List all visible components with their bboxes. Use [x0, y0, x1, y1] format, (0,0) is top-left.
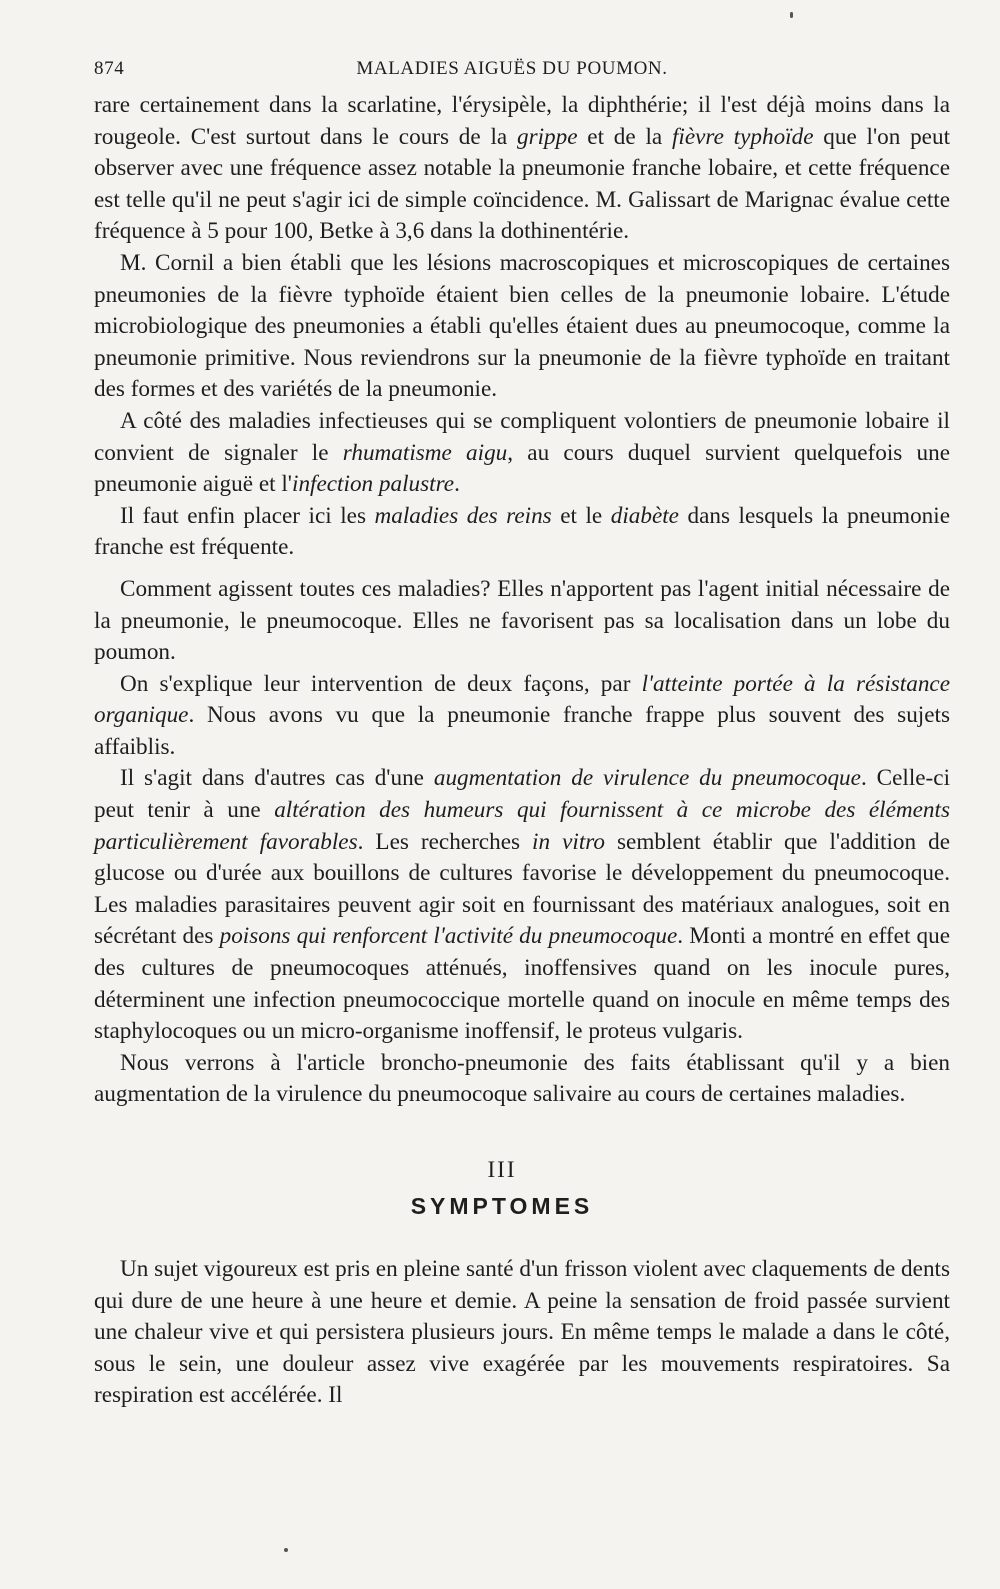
text-run: Un sujet vigoureux est pris en pleine santé d'un frisson violent avec claquements de dents qui dure de une heure à une heure et demie. A peine la sensation de froid passée survient une chaleur vive et qui persistera plusieurs jours. En même temps le malade a dans le côté, sous le sein, une douleur assez vive exagérée par les mouvements respiratoires. Sa respiration est accélérée. Il: [94, 1256, 950, 1409]
section-title: SYMPTOMES: [410, 1193, 594, 1219]
text-run: M. Cornil a bien établi que les lésions macroscopiques et microscopiques de certaines pneumonies de la fièvre typhoïde étaient bien celles de la pneumonie lobaire. L'étude microbiologique des pneumonies a établi qu'elles étaient dues au pneumocoque, comme la pneumonie primitive. Nous reviendrons sur la pneumonie de la fièvre typhoïde en traitant des formes et des variétés de la pneumonie.: [94, 249, 950, 403]
text-run: Comment agissent toutes ces maladies? Elles n'apportent pas l'agent initial nécessaire de la pneumonie, le pneumocoque. Elles ne favorisent pas sa localisation dans un lobe du poumon.: [94, 575, 950, 666]
page-header: [94, 58, 950, 80]
text-run: .: [454, 471, 460, 498]
paragraph-p7: [94, 763, 950, 1047]
paragraph-p3: [94, 406, 950, 501]
text-run: que l'on peut observer avec une fréquence assez notable la pneumonie franche lobaire, et cette fréquence est telle qu'il ne peut s'agir ici de simple coïncidence. M. Galissart de Marignac évalue cette fréquence à 5 pour 100, Betke à 3,6 dans la dothinentérie.: [94, 123, 951, 245]
italic-text: poisons qui renforcent l'activité du pneumocoque: [219, 923, 678, 950]
page-speck: [284, 1548, 288, 1552]
text-run: rare certainement dans la scarlatine, l'érysipèle, la diphthérie; il l'est déjà moins dans la rougeole. C'est surtout dans le cours de la: [94, 92, 950, 150]
paragraph-p6: [94, 669, 950, 764]
paragraph-p1: [94, 90, 950, 248]
text-run: , au cours duquel survient quelquefois une pneumonie aiguë et l': [94, 439, 950, 498]
italic-text: rhumatisme aigu: [342, 439, 508, 466]
paragraph-p2: [94, 248, 950, 406]
paragraph-p5: [94, 574, 950, 669]
page-number: 874: [94, 58, 125, 79]
body-text-after-section: [94, 1254, 950, 1412]
text-run: On s'explique leur intervention de deux façons, par: [120, 670, 642, 697]
section-number: III: [487, 1157, 517, 1182]
italic-text: infection palustre: [292, 471, 455, 498]
page-speck: [790, 12, 793, 18]
italic-text: augmentation de virulence du pneumocoque: [433, 765, 861, 792]
italic-text: altération des humeurs qui fournissent à ce microbe des éléments particulièrement favorables: [94, 797, 950, 855]
italic-text: in vitro: [532, 828, 606, 855]
italic-text: l'atteinte portée à la résistance organique: [94, 670, 950, 729]
text-run: Il faut enfin placer ici les: [120, 502, 375, 529]
text-run: et de la: [577, 123, 672, 150]
running-head: MALADIES AIGUËS DU POUMON.: [356, 58, 668, 79]
text-run: dans lesquels la pneumonie franche est fréquente.: [94, 502, 950, 561]
text-run: . Les recherches: [357, 828, 533, 855]
text-run: . Monti a montré en effet que des cultures de pneumocoques atténués, inoffensives quand on les inocule pures, déterminent une infection pneumococcique mortelle quand on inocule en même temps des staphylocoques ou un micro-organisme inoffensif, le proteus vulgaris.: [94, 923, 951, 1045]
text-run: Il s'agit dans d'autres cas d'une: [120, 765, 434, 792]
text-run: . Nous avons vu que la pneumonie franche frappe plus souvent des sujets affaiblis.: [94, 702, 950, 760]
body-text: [94, 90, 950, 1111]
italic-text: diabète: [610, 502, 679, 529]
text-run: semblent établir que l'addition de glucose ou d'urée aux bouillons de cultures favorise le développement du pneumocoque. Les maladies parasitaires peuvent agir soit en fournissant des matériaux analogues, soit en sécrétant des: [94, 828, 951, 950]
italic-text: fièvre typhoïde: [671, 123, 814, 150]
paragraph-p9: [94, 1254, 950, 1412]
text-run: et le: [551, 502, 611, 529]
text-run: . Celle-ci peut tenir à une: [94, 765, 951, 824]
italic-text: grippe: [516, 123, 578, 150]
paragraph-p8: [94, 1048, 950, 1111]
italic-text: maladies des reins: [374, 502, 552, 529]
paragraph-p4: [94, 501, 950, 564]
text-run: A côté des maladies infectieuses qui se compliquent volontiers de pneumonie lobaire il convient de signaler le: [94, 407, 950, 466]
text-run: Nous verrons à l'article broncho-pneumonie des faits établissant qu'il y a bien augmentation de la virulence du pneumocoque salivaire au cours de certaines maladies.: [94, 1049, 950, 1108]
